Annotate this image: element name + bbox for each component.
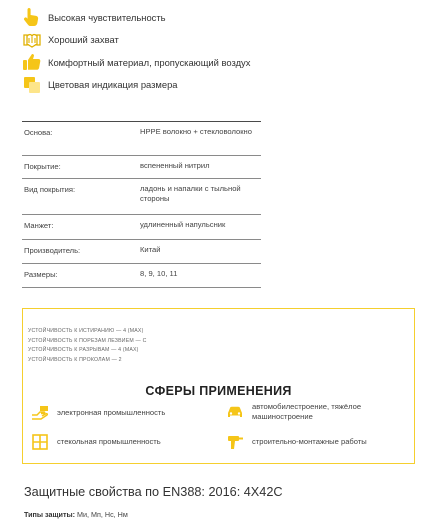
electronics-hand-icon [31, 404, 49, 422]
application-item [226, 402, 412, 422]
application-text: стекольная промышленность [57, 437, 161, 446]
feature-item [22, 51, 422, 74]
protection-types [24, 510, 128, 519]
spec-value: HPPE волокно + стекловолокно [140, 127, 252, 136]
application-text: автомобилестроение, тяжёлое машиностроение [252, 402, 362, 421]
spec-value: удлиненный напульсник [140, 220, 226, 229]
resistance-list [28, 327, 147, 365]
feature-item [22, 29, 422, 52]
window-glass-icon [31, 433, 49, 451]
spec-value: вспененный нитрил [140, 161, 210, 170]
feature-text: Комфортный материал, пропускающий воздух [48, 56, 251, 68]
application-item [226, 433, 367, 451]
thumbs-up-icon [22, 52, 42, 72]
resistance-line: УСТОЙЧИВОСТЬ К ПОРЕЗАМ ЛЕЗВИЕМ — C [28, 337, 147, 344]
grip-hands-icon [22, 30, 42, 50]
feature-item [22, 74, 422, 97]
feature-text: Высокая чувствительность [48, 11, 166, 23]
table-row [22, 264, 261, 288]
application-text: строительно-монтажные работы [252, 437, 367, 446]
hand-pointer-icon [22, 7, 42, 27]
application-item [31, 433, 161, 451]
resistance-line: УСТОЙЧИВОСТЬ К РАЗРЫВАМ — 4 (MAX) [28, 347, 139, 354]
feature-item [22, 6, 422, 29]
table-row [22, 156, 261, 179]
feature-text: Хороший захват [48, 34, 119, 46]
spec-key: Покрытие: [24, 162, 61, 171]
resistance-line: УСТОЙЧИВОСТЬ К ИСТИРАНИЮ — 4 (MAX) [28, 328, 144, 334]
feature-list [22, 6, 422, 96]
protection-types-value: Ми, Мп, Нс, Нм [77, 510, 128, 519]
spec-value: ладонь и напалки с тыльной стороны [140, 184, 241, 203]
drill-icon [226, 433, 244, 451]
table-row [22, 122, 261, 156]
spec-key: Манжет: [24, 221, 54, 230]
color-squares-icon [22, 75, 42, 95]
protection-types-label: Типы защиты: [24, 510, 76, 519]
resistance-line: УСТОЙЧИВОСТЬ К ПРОКОЛАМ — 2 [28, 356, 122, 363]
table-row [22, 179, 261, 215]
table-row [22, 215, 261, 240]
feature-text: Цветовая индикация размера [48, 79, 178, 91]
spec-key: Производитель: [24, 246, 81, 255]
spec-table [22, 121, 261, 288]
spec-value: Китай [140, 245, 161, 254]
spec-key: Вид покрытия: [24, 185, 76, 194]
car-icon [226, 403, 244, 421]
spec-key: Основа: [24, 128, 53, 137]
application-item [31, 404, 165, 422]
en388-heading: Защитные свойства по EN388: 2016: 4X42C [24, 485, 283, 499]
resistance-box [22, 308, 415, 464]
spec-value: 8, 9, 10, 11 [140, 269, 178, 278]
application-text: электронная промышленность [57, 408, 166, 417]
applications-title: СФЕРЫ ПРИМЕНЕНИЯ [145, 384, 292, 398]
table-row [22, 240, 261, 264]
spec-key: Размеры: [24, 270, 58, 279]
